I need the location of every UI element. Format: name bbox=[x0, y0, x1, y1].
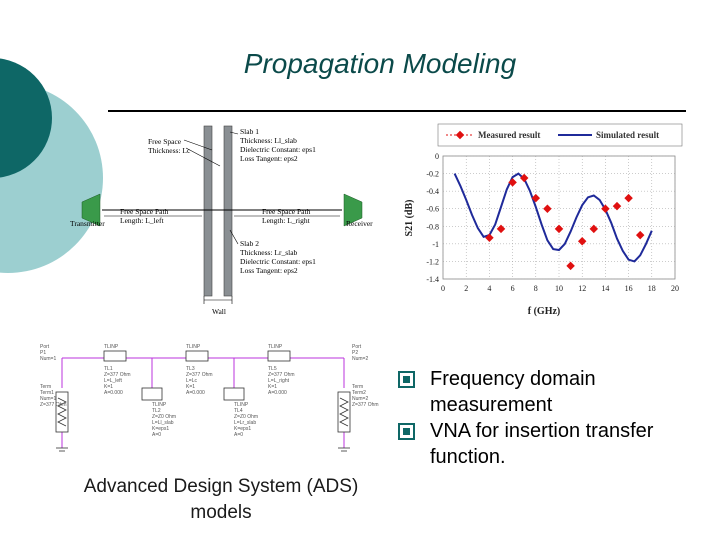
checkbox-bullet-icon bbox=[398, 371, 415, 388]
svg-text:TL4: TL4 bbox=[234, 408, 243, 414]
svg-text:P1: P1 bbox=[40, 350, 47, 356]
x-tick-label: 18 bbox=[647, 284, 656, 293]
bullet-item bbox=[398, 418, 713, 470]
slab2-dielectric: Dielectric Constant: eps1 bbox=[240, 257, 316, 266]
slide-title: Propagation Modeling bbox=[243, 48, 517, 79]
tline-tl5 bbox=[268, 351, 290, 361]
svg-text:A=0.000: A=0.000 bbox=[186, 390, 205, 396]
svg-text:Z=377 Ohm: Z=377 Ohm bbox=[40, 402, 67, 408]
x-tick-label: 14 bbox=[601, 284, 610, 293]
tline-tl1 bbox=[104, 351, 126, 361]
svg-text:Z=377 Ohm: Z=377 Ohm bbox=[104, 372, 131, 378]
svg-text:P2: P2 bbox=[352, 350, 359, 356]
fs-right-title: Free Space Path bbox=[262, 207, 311, 216]
x-tick-label: 4 bbox=[487, 284, 492, 293]
slab2-thickness: Thickness: Lr_slab bbox=[240, 248, 298, 257]
tline-tl4 bbox=[224, 388, 244, 400]
svg-text:A=0: A=0 bbox=[234, 432, 244, 438]
svg-text:Num=2: Num=2 bbox=[352, 396, 369, 402]
slab-2 bbox=[224, 126, 232, 296]
tline-tl2 bbox=[142, 388, 162, 400]
y-axis-label: S21 (dB) bbox=[404, 199, 415, 237]
legend-measured-label: Measured result bbox=[478, 130, 541, 140]
s21-chart bbox=[398, 120, 690, 320]
svg-text:A=0.000: A=0.000 bbox=[268, 390, 287, 396]
svg-text:Z=377 Ohm: Z=377 Ohm bbox=[186, 372, 213, 378]
x-tick-label: 16 bbox=[624, 284, 633, 293]
x-tick-label: 10 bbox=[555, 284, 563, 293]
y-tick-label: -0.2 bbox=[426, 169, 439, 179]
svg-text:Z=Z0 Ohm: Z=Z0 Ohm bbox=[152, 414, 177, 420]
fs-left-length: Length: L_left bbox=[120, 216, 164, 225]
x-tick-label: 6 bbox=[510, 284, 515, 293]
svg-text:TL5: TL5 bbox=[268, 366, 277, 372]
receiver-label: Receiver bbox=[346, 219, 373, 228]
free-space-thickness: Thickness: Lc bbox=[148, 146, 191, 155]
title-divider bbox=[108, 110, 686, 112]
slab2-loss: Loss Tangent: eps2 bbox=[240, 266, 298, 275]
free-space-title: Free Space bbox=[148, 137, 182, 146]
bullet-text: VNA for insertion transfer function. bbox=[430, 420, 654, 468]
slab-1 bbox=[204, 126, 212, 296]
slab2-title: Slab 2 bbox=[240, 239, 259, 248]
svg-text:L=L_right: L=L_right bbox=[268, 378, 289, 384]
svg-text:A=0.000: A=0.000 bbox=[104, 390, 123, 396]
slab1-thickness: Thickness: Ll_slab bbox=[240, 136, 297, 145]
x-tick-label: 12 bbox=[578, 284, 587, 293]
svg-text:K=eps1: K=eps1 bbox=[234, 426, 252, 432]
x-tick-label: 20 bbox=[671, 284, 679, 293]
svg-text:K=1: K=1 bbox=[186, 384, 196, 390]
checkbox-bullet-icon bbox=[398, 423, 415, 440]
svg-text:TL2: TL2 bbox=[152, 408, 161, 414]
y-tick-label: -1.4 bbox=[426, 275, 439, 284]
svg-text:K=1: K=1 bbox=[104, 384, 114, 390]
svg-text:Term1: Term1 bbox=[40, 390, 54, 396]
bullet-item bbox=[398, 366, 713, 418]
svg-text:K=1: K=1 bbox=[268, 384, 278, 390]
fs-right-length: Length: L_right bbox=[262, 216, 310, 225]
term2-label: Term bbox=[352, 384, 364, 390]
tl3-label: TLINP bbox=[186, 344, 201, 350]
tl4-label: TLINP bbox=[234, 402, 249, 408]
tl5-label: TLINP bbox=[268, 344, 283, 350]
legend-simulated-label: Simulated result bbox=[596, 130, 660, 140]
svg-text:Z=377 Ohm: Z=377 Ohm bbox=[352, 402, 379, 408]
svg-text:L=Ll_slab: L=Ll_slab bbox=[152, 420, 174, 426]
svg-text:K=eps1: K=eps1 bbox=[152, 426, 170, 432]
wall-diagram bbox=[62, 118, 382, 323]
tl1-label: TLINP bbox=[104, 344, 119, 350]
port2-label: Port bbox=[352, 344, 362, 350]
bullet-text: Frequency domain measurement bbox=[430, 368, 596, 416]
tline-tl3 bbox=[186, 351, 208, 361]
y-tick-label: -1 bbox=[432, 239, 439, 249]
svg-text:Z=377 Ohm: Z=377 Ohm bbox=[268, 372, 295, 378]
y-tick-label: -1.2 bbox=[426, 257, 439, 267]
slab1-dielectric: Dielectric Constant: eps1 bbox=[240, 145, 316, 154]
x-tick-label: 2 bbox=[464, 284, 469, 293]
x-tick-label: 8 bbox=[533, 284, 538, 293]
svg-text:Num=1: Num=1 bbox=[40, 356, 57, 362]
svg-text:L=Lr_slab: L=Lr_slab bbox=[234, 420, 257, 426]
svg-text:A=0: A=0 bbox=[152, 432, 162, 438]
y-tick-label: -0.6 bbox=[426, 204, 439, 214]
y-tick-label: -0.4 bbox=[426, 187, 439, 197]
y-tick-label: -0.8 bbox=[426, 222, 439, 232]
slab1-title: Slab 1 bbox=[240, 127, 259, 136]
x-axis-label: f (GHz) bbox=[527, 306, 561, 317]
svg-text:Z=Z0 Ohm: Z=Z0 Ohm bbox=[234, 414, 259, 420]
tl2-label: TLINP bbox=[152, 402, 167, 408]
slab1-loss: Loss Tangent: eps2 bbox=[240, 154, 298, 163]
svg-text:L=L_left: L=L_left bbox=[104, 378, 122, 384]
wall-label: Wall bbox=[212, 307, 226, 316]
ads-schematic bbox=[34, 340, 380, 462]
svg-text:Num=1: Num=1 bbox=[40, 396, 57, 402]
x-tick-label: 0 bbox=[441, 284, 445, 293]
svg-text:L=Lc: L=Lc bbox=[186, 378, 197, 384]
bullet-list bbox=[398, 366, 713, 470]
port1-label: Port bbox=[40, 344, 50, 350]
ground-icons bbox=[56, 448, 350, 451]
svg-text:Num=2: Num=2 bbox=[352, 356, 369, 362]
svg-text:TL3: TL3 bbox=[186, 366, 195, 372]
svg-text:TL1: TL1 bbox=[104, 366, 113, 372]
schematic-caption: Advanced Design System (ADS) models bbox=[83, 476, 359, 523]
term1-label: Term bbox=[40, 384, 52, 390]
svg-text:Term2: Term2 bbox=[352, 390, 366, 396]
y-tick-label: 0 bbox=[435, 152, 439, 161]
fs-left-title: Free Space Path bbox=[120, 207, 169, 216]
transmitter-label: Transmitter bbox=[70, 219, 105, 228]
